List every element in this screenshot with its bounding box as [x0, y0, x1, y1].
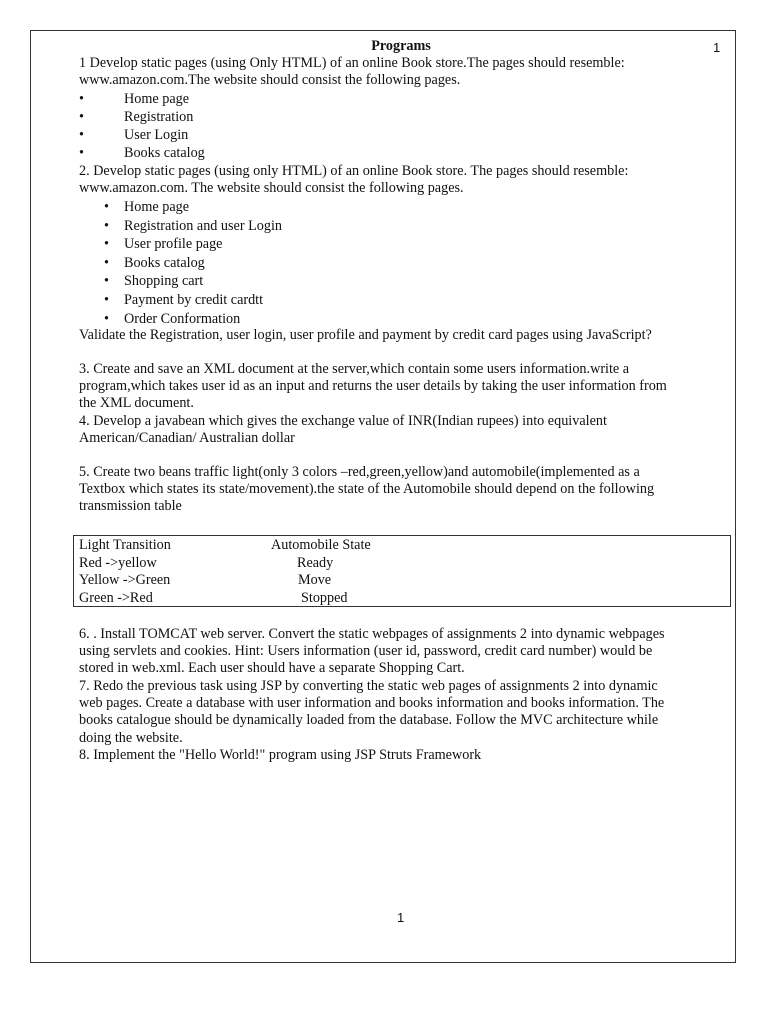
table-cell: Move — [298, 572, 332, 588]
table-cell: Yellow ->Green — [79, 572, 171, 588]
table-header-light: Light Transition — [79, 537, 171, 553]
program-4-line: American/Canadian/ Australian dollar — [79, 430, 295, 447]
transmission-table — [73, 535, 731, 607]
bullet-icon: • — [79, 145, 84, 161]
program-8-text: 8. Implement the "Hello World!" program using JSP Struts Framework — [79, 747, 482, 763]
bullet-icon: • — [104, 217, 109, 234]
page-number-bottom: 1 — [397, 910, 405, 925]
bullet-icon: • — [79, 91, 84, 107]
table-col-light — [79, 537, 171, 607]
program-2-line: www.amazon.com. The website should consist the following pages. — [79, 180, 464, 197]
program-7-line: web pages. Create a database with user information and books information and books information. The — [79, 695, 665, 712]
bullet-icon: • — [104, 291, 109, 308]
bullet-icon: • — [104, 199, 109, 215]
program-3-text — [79, 361, 667, 413]
bullet-icon: • — [104, 273, 109, 290]
program-6-line: 6. . Install TOMCAT web server. Convert the static webpages of assignments 2 into dynamic webpages — [79, 626, 665, 642]
program-3-line: program,which takes user id as an input and returns the user details by taking the user information from — [79, 378, 667, 395]
program-7-line: books catalogue should be dynamically loaded from the database. Follow the MVC architecture while — [79, 712, 659, 729]
program-2-validate: Validate the Registration, user login, user profile and payment by credit card pages using JavaScript? — [79, 327, 652, 343]
program-6-text — [79, 626, 665, 678]
program-2-text — [79, 163, 628, 197]
program-1-line: 1 Develop static pages (using Only HTML) of an online Book store.The pages should resemble: — [79, 55, 625, 71]
table-cell: Ready — [297, 554, 334, 571]
program-5-line: Textbox which states its state/movement).the state of the Automobile should depend on the following — [79, 481, 655, 498]
bullet-icon: • — [79, 109, 84, 125]
table-header-automobile: Automobile State — [271, 537, 371, 553]
program-1-line: www.amazon.com.The website should consist the following pages. — [79, 72, 461, 89]
program-7-line: 7. Redo the previous task using JSP by converting the static web pages of assignments 2 into dynamic — [79, 678, 658, 694]
program-4-text — [79, 413, 607, 447]
program-6-line: using servlets and cookies. Hint: Users information (user id, password, credit card number) would be — [79, 643, 653, 660]
page-title: Programs — [371, 38, 431, 54]
program-5-text — [79, 464, 654, 516]
program-1-text — [79, 55, 625, 89]
bullet-icon: • — [79, 127, 84, 143]
program-3-line: the XML document. — [79, 395, 194, 412]
bullet-icon: • — [104, 236, 109, 253]
program-2-line: 2. Develop static pages (using only HTML) of an online Book store. The pages should resemble: — [79, 163, 629, 179]
bullet-icon: • — [104, 310, 109, 327]
table-cell: Stopped — [301, 589, 348, 606]
program-4-line: 4. Develop a javabean which gives the exchange value of INR(Indian rupees) into equivalent — [79, 413, 607, 429]
program-7-line: doing the website. — [79, 729, 183, 746]
table-cell: Green ->Red — [79, 589, 153, 606]
bullet-icon: • — [104, 254, 109, 271]
page-number-top: 1 — [713, 40, 721, 55]
program-6-line: stored in web.xml. Each user should have a separate Shopping Cart. — [79, 660, 465, 677]
program-7-text — [79, 678, 664, 747]
program-5-line: 5. Create two beans traffic light(only 3 colors –red,green,yellow)and automobile(implemented as a — [79, 464, 640, 480]
program-3-line: 3. Create and save an XML document at the server,which contain some users information.write a — [79, 361, 630, 377]
program-5-line: transmission table — [79, 498, 182, 515]
table-cell: Red ->yellow — [79, 554, 157, 571]
